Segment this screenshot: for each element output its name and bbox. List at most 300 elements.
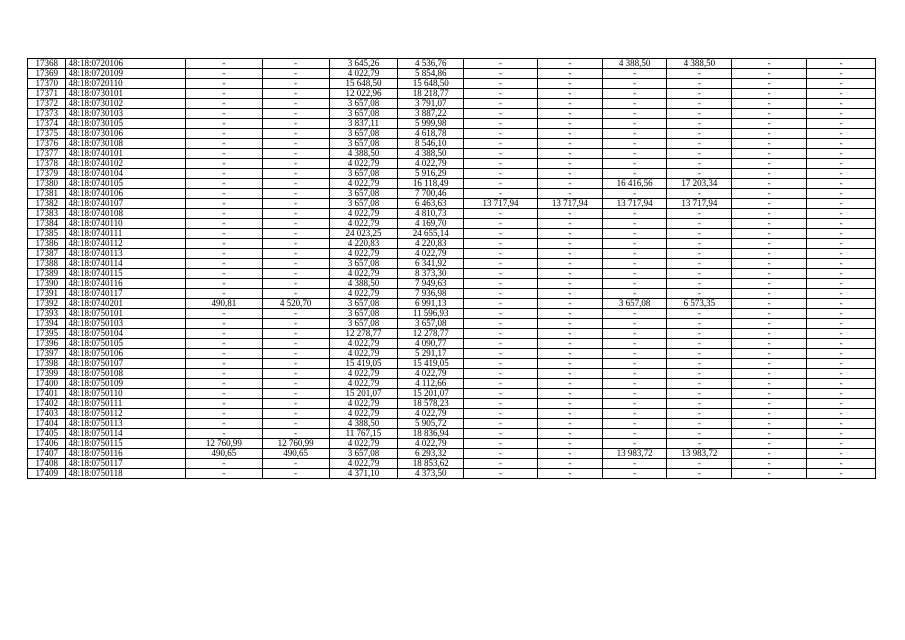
table-cell: - [732, 129, 807, 139]
table-cell: - [464, 419, 538, 429]
table-cell: 48:18:0740115 [66, 269, 185, 279]
table-cell: - [464, 219, 538, 229]
table-cell: 4 618,78 [398, 129, 464, 139]
table-cell: - [807, 129, 876, 139]
table-cell: - [667, 89, 732, 99]
table-cell: 4 022,79 [329, 459, 398, 469]
table-cell: 17380 [28, 179, 66, 189]
table-row [28, 109, 876, 119]
table-cell: - [602, 119, 667, 129]
table-cell: - [537, 369, 602, 379]
table-cell: - [262, 179, 329, 189]
table-cell: - [732, 109, 807, 119]
table-cell: - [807, 299, 876, 309]
table-cell: - [732, 319, 807, 329]
table-cell: - [262, 279, 329, 289]
table-cell: - [667, 419, 732, 429]
table-cell: - [185, 59, 262, 69]
table-cell: - [262, 339, 329, 349]
table-cell: - [537, 289, 602, 299]
table-cell: - [602, 419, 667, 429]
table-cell: - [667, 239, 732, 249]
table-cell: - [262, 349, 329, 359]
table-cell: - [262, 259, 329, 269]
table-cell: 4 169,70 [398, 219, 464, 229]
table-cell: 48:18:0730101 [66, 89, 185, 99]
table-cell: 4 388,50 [329, 279, 398, 289]
table-cell: - [807, 469, 876, 479]
table-cell: 4 388,50 [667, 59, 732, 69]
table-cell: - [464, 109, 538, 119]
table-cell: - [732, 279, 807, 289]
table-cell: - [732, 209, 807, 219]
table-cell: - [185, 209, 262, 219]
table-cell: - [807, 239, 876, 249]
table-cell: - [602, 349, 667, 359]
table-cell: - [667, 279, 732, 289]
table-cell: - [602, 79, 667, 89]
table-cell: - [537, 399, 602, 409]
table-cell: 4 022,79 [329, 399, 398, 409]
table-cell: - [667, 249, 732, 259]
table-cell: - [185, 469, 262, 479]
table-cell: - [602, 459, 667, 469]
table-cell: 12 760,99 [185, 439, 262, 449]
table-cell: - [602, 279, 667, 289]
table-cell: 4 536,76 [398, 59, 464, 69]
table-cell: 48:18:0750112 [66, 409, 185, 419]
table-cell: 3 657,08 [398, 319, 464, 329]
table-cell: 5 905,72 [398, 419, 464, 429]
table-cell: - [807, 359, 876, 369]
table-cell: 11 767,15 [329, 429, 398, 439]
table-cell: - [602, 189, 667, 199]
table-cell: 3 837,11 [329, 119, 398, 129]
table-cell: - [537, 409, 602, 419]
table-cell: - [537, 349, 602, 359]
table-cell: - [667, 159, 732, 169]
table-cell: 4 022,79 [329, 269, 398, 279]
table-cell: - [807, 389, 876, 399]
table-cell: - [807, 369, 876, 379]
table-cell: - [732, 369, 807, 379]
table-cell: - [537, 439, 602, 449]
table-cell: - [185, 429, 262, 439]
table-cell: 3 657,08 [329, 169, 398, 179]
table-cell: 3 657,08 [329, 309, 398, 319]
table-cell: - [667, 229, 732, 239]
table-cell: - [602, 129, 667, 139]
table-cell: - [667, 149, 732, 159]
table-cell: 48:18:0740112 [66, 239, 185, 249]
table-cell: - [262, 129, 329, 139]
table-cell: 4 022,79 [329, 289, 398, 299]
table-cell: - [602, 379, 667, 389]
table-cell: - [464, 59, 538, 69]
table-cell: 48:18:0750101 [66, 309, 185, 319]
table-cell: 17381 [28, 189, 66, 199]
table-cell: 17399 [28, 369, 66, 379]
table-cell: - [807, 69, 876, 79]
table-cell: 4 022,79 [329, 349, 398, 359]
table-cell: - [807, 109, 876, 119]
table-cell: - [732, 329, 807, 339]
table-cell: 17370 [28, 79, 66, 89]
table-cell: 17378 [28, 159, 66, 169]
table-cell: - [732, 379, 807, 389]
table-cell: - [464, 289, 538, 299]
table-cell: 48:18:0750113 [66, 419, 185, 429]
table-cell: - [262, 389, 329, 399]
table-cell: 7 700,46 [398, 189, 464, 199]
table-cell: 12 022,96 [329, 89, 398, 99]
table-cell: - [464, 179, 538, 189]
table-cell: 17382 [28, 199, 66, 209]
table-cell: - [807, 449, 876, 459]
table-cell: 17392 [28, 299, 66, 309]
table-row [28, 89, 876, 99]
table-cell: - [537, 209, 602, 219]
table-cell: - [464, 79, 538, 89]
table-cell: 4 388,50 [329, 419, 398, 429]
table-cell: - [464, 369, 538, 379]
table-cell: 5 999,98 [398, 119, 464, 129]
table-cell: - [464, 309, 538, 319]
table-cell: - [185, 249, 262, 259]
table-row [28, 329, 876, 339]
table-cell: 3 657,08 [329, 199, 398, 209]
table-cell: - [537, 279, 602, 289]
table-cell: - [537, 299, 602, 309]
table-cell: - [732, 179, 807, 189]
table-cell: - [262, 189, 329, 199]
table-cell: 48:18:0740114 [66, 259, 185, 269]
table-cell: - [807, 379, 876, 389]
table-cell: - [667, 429, 732, 439]
table-cell: - [732, 309, 807, 319]
table-cell: - [537, 359, 602, 369]
table-cell: - [262, 159, 329, 169]
table-cell: - [464, 459, 538, 469]
table-cell: - [262, 199, 329, 209]
table-cell: 4 022,79 [398, 439, 464, 449]
table-cell: 17391 [28, 289, 66, 299]
table-cell: 17369 [28, 69, 66, 79]
table-cell: 4 022,79 [329, 439, 398, 449]
table-cell: 4 810,73 [398, 209, 464, 219]
table-cell: 4 022,79 [398, 249, 464, 259]
table-cell: - [262, 419, 329, 429]
table-cell: 13 717,94 [667, 199, 732, 209]
table-cell: - [185, 399, 262, 409]
table-cell: - [262, 429, 329, 439]
table-cell: 48:18:0740101 [66, 149, 185, 159]
table-cell: 17386 [28, 239, 66, 249]
table-cell: - [807, 79, 876, 89]
table-cell: 16 118,49 [398, 179, 464, 189]
table-cell: - [807, 189, 876, 199]
table-cell: 3 657,08 [329, 139, 398, 149]
table-cell: - [262, 109, 329, 119]
table-cell: 17375 [28, 129, 66, 139]
table-cell: 4 090,77 [398, 339, 464, 349]
table-cell: 48:18:0750108 [66, 369, 185, 379]
table-cell: - [667, 339, 732, 349]
table-cell: - [185, 139, 262, 149]
table-cell: - [602, 329, 667, 339]
table-cell: - [537, 179, 602, 189]
table-cell: - [262, 229, 329, 239]
table-cell: - [667, 269, 732, 279]
table-row [28, 179, 876, 189]
table-cell: - [464, 399, 538, 409]
table-row [28, 369, 876, 379]
table-cell: - [807, 419, 876, 429]
table-cell: - [602, 249, 667, 259]
table-cell: - [807, 89, 876, 99]
table-cell: - [732, 139, 807, 149]
table-cell: 48:18:0750109 [66, 379, 185, 389]
table-cell: - [464, 159, 538, 169]
table-cell: - [537, 339, 602, 349]
table-cell: 7 949,63 [398, 279, 464, 289]
table-cell: - [262, 399, 329, 409]
table-cell: 17393 [28, 309, 66, 319]
table-cell: 11 596,93 [398, 309, 464, 319]
table-cell: 48:18:0720110 [66, 79, 185, 89]
table-cell: - [185, 79, 262, 89]
table-cell: - [732, 219, 807, 229]
table-cell: - [602, 109, 667, 119]
table-cell: - [262, 329, 329, 339]
table-cell: - [262, 89, 329, 99]
table-cell: - [185, 409, 262, 419]
table-row [28, 79, 876, 89]
table-cell: 17398 [28, 359, 66, 369]
table-cell: - [537, 89, 602, 99]
table-cell: - [464, 149, 538, 159]
table-cell: 17404 [28, 419, 66, 429]
table-cell: - [667, 409, 732, 419]
table-cell: - [464, 249, 538, 259]
table-cell: - [537, 79, 602, 89]
table-cell: - [732, 339, 807, 349]
table-cell: 4 388,50 [329, 149, 398, 159]
table-cell: 48:18:0740104 [66, 169, 185, 179]
table-cell: 48:18:0750106 [66, 349, 185, 359]
table-row [28, 399, 876, 409]
table-cell: 48:18:0730102 [66, 99, 185, 109]
table-cell: 17401 [28, 389, 66, 399]
table-cell: - [537, 219, 602, 229]
table-cell: 4 388,50 [602, 59, 667, 69]
table-cell: 48:18:0730108 [66, 139, 185, 149]
table-cell: - [537, 449, 602, 459]
table-cell: 4 022,79 [398, 369, 464, 379]
table-cell: - [732, 449, 807, 459]
table-cell: - [602, 149, 667, 159]
table-cell: - [185, 329, 262, 339]
table-cell: - [602, 359, 667, 369]
table-cell: - [262, 369, 329, 379]
table-cell: - [807, 169, 876, 179]
table-cell: - [732, 89, 807, 99]
table-cell: - [732, 239, 807, 249]
table-cell: - [667, 109, 732, 119]
table-cell: 3 791,07 [398, 99, 464, 109]
table-row [28, 249, 876, 259]
table-cell: - [185, 179, 262, 189]
table-cell: - [602, 259, 667, 269]
table-cell: - [262, 379, 329, 389]
table-cell: - [667, 389, 732, 399]
table-cell: 48:18:0730103 [66, 109, 185, 119]
table-cell: 48:18:0750104 [66, 329, 185, 339]
table-cell: 48:18:0740111 [66, 229, 185, 239]
table-cell: 17403 [28, 409, 66, 419]
table-cell: 3 887,22 [398, 109, 464, 119]
table-cell: - [464, 279, 538, 289]
table-cell: 18 218,77 [398, 89, 464, 99]
table-cell: - [667, 99, 732, 109]
table-cell: - [807, 199, 876, 209]
table-cell: - [667, 439, 732, 449]
table-cell: - [262, 139, 329, 149]
table-cell: - [262, 289, 329, 299]
table-row [28, 209, 876, 219]
table-cell: 13 717,94 [537, 199, 602, 209]
table-cell: - [732, 429, 807, 439]
table-cell: - [464, 329, 538, 339]
table-row [28, 159, 876, 169]
table-cell: 4 371,10 [329, 469, 398, 479]
table-cell: 48:18:0740106 [66, 189, 185, 199]
table-cell: 3 657,08 [329, 109, 398, 119]
table-cell: 48:18:0750116 [66, 449, 185, 459]
table-cell: 5 854,86 [398, 69, 464, 79]
table-cell: - [185, 89, 262, 99]
table-cell: - [262, 169, 329, 179]
table-cell: - [602, 409, 667, 419]
table-cell: 48:18:0750103 [66, 319, 185, 329]
table-cell: - [602, 159, 667, 169]
table-cell: - [667, 319, 732, 329]
table-row [28, 349, 876, 359]
table-cell: - [537, 69, 602, 79]
table-row [28, 319, 876, 329]
table-cell: - [537, 379, 602, 389]
table-cell: - [464, 429, 538, 439]
table-cell: - [667, 189, 732, 199]
table-cell: 17373 [28, 109, 66, 119]
table-cell: 17406 [28, 439, 66, 449]
table-row [28, 279, 876, 289]
table-cell: - [807, 139, 876, 149]
table-cell: - [537, 149, 602, 159]
table-row [28, 99, 876, 109]
table-cell: - [807, 179, 876, 189]
table-cell: 4 220,83 [398, 239, 464, 249]
table-cell: - [185, 389, 262, 399]
table-cell: 17400 [28, 379, 66, 389]
table-cell: - [667, 129, 732, 139]
table-cell: - [667, 469, 732, 479]
table-cell: - [807, 339, 876, 349]
table-cell: - [464, 469, 538, 479]
table-cell: - [262, 209, 329, 219]
table-cell: - [732, 199, 807, 209]
table-cell: 48:18:0740110 [66, 219, 185, 229]
table-cell: 17384 [28, 219, 66, 229]
table-cell: - [807, 459, 876, 469]
table-cell: - [602, 209, 667, 219]
table-cell: - [602, 89, 667, 99]
table-cell: - [262, 119, 329, 129]
table-cell: 17 203,34 [667, 179, 732, 189]
table-cell: 48:18:0730106 [66, 129, 185, 139]
table-cell: - [464, 129, 538, 139]
table-cell: 4 022,79 [329, 339, 398, 349]
table-row [28, 149, 876, 159]
table-row [28, 459, 876, 469]
table-cell: 48:18:0750118 [66, 469, 185, 479]
table-cell: 48:18:0740107 [66, 199, 185, 209]
table-cell: - [667, 379, 732, 389]
table-cell: 8 373,30 [398, 269, 464, 279]
table-cell: - [667, 359, 732, 369]
table-cell: 48:18:0740105 [66, 179, 185, 189]
table-cell: - [537, 419, 602, 429]
table-cell: - [262, 149, 329, 159]
table-row [28, 449, 876, 459]
table-cell: - [185, 349, 262, 359]
table-cell: - [732, 189, 807, 199]
table-row [28, 419, 876, 429]
table-cell: - [464, 319, 538, 329]
table-cell: - [537, 159, 602, 169]
table-cell: - [602, 239, 667, 249]
table-cell: 48:18:0750114 [66, 429, 185, 439]
table-cell: - [185, 169, 262, 179]
table-cell: - [537, 59, 602, 69]
table-cell: 48:18:0750111 [66, 399, 185, 409]
table-cell: - [185, 119, 262, 129]
table-cell: 4 022,79 [329, 219, 398, 229]
table-cell: 18 836,94 [398, 429, 464, 439]
table-cell: 3 657,08 [329, 319, 398, 329]
table-cell: - [464, 69, 538, 79]
table-cell: 48:18:0750105 [66, 339, 185, 349]
table-cell: - [732, 259, 807, 269]
table-cell: 17379 [28, 169, 66, 179]
table-row [28, 409, 876, 419]
table-cell: 15 201,07 [398, 389, 464, 399]
table-cell: - [262, 79, 329, 89]
table-cell: - [464, 299, 538, 309]
table-cell: - [807, 59, 876, 69]
table-row [28, 299, 876, 309]
table-cell: - [732, 69, 807, 79]
table-cell: - [537, 469, 602, 479]
table-cell: 24 655,14 [398, 229, 464, 239]
table-cell: 12 278,77 [398, 329, 464, 339]
table-cell: - [537, 319, 602, 329]
table-cell: - [732, 389, 807, 399]
table-row [28, 309, 876, 319]
table-cell: - [262, 59, 329, 69]
table-cell: 17396 [28, 339, 66, 349]
table-row [28, 289, 876, 299]
